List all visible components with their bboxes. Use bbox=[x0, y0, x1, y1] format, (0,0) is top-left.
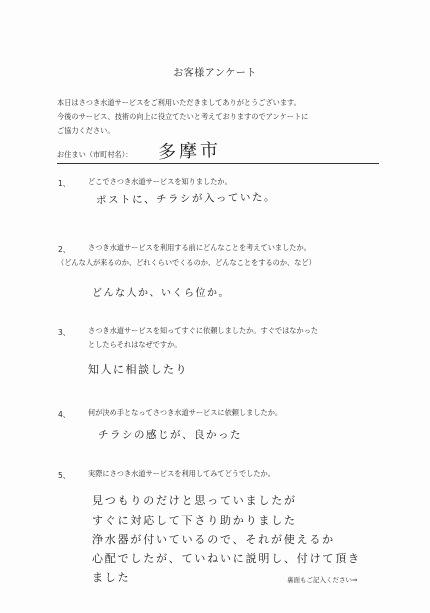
answer-2: どんな人か、いくら位か。 bbox=[92, 288, 230, 299]
question-3-number: 3、 bbox=[58, 328, 71, 337]
address-underline bbox=[57, 163, 379, 164]
answer-1: ポストに、チラシが入っていた。 bbox=[95, 191, 277, 207]
answer-5-line: すぐに対応して下さり助かりました bbox=[92, 514, 297, 527]
address-value: 多摩市 bbox=[157, 139, 222, 164]
answer-5-line: 浄水器が付いているので、それが使えるか bbox=[92, 533, 335, 546]
intro-text bbox=[57, 96, 397, 138]
question-3-text-cont: としたらそれはなぜですか。 bbox=[88, 340, 182, 349]
question-5-number: 5、 bbox=[58, 471, 71, 480]
question-3-text: さつき水道サービスを知ってすぐに依頼しましたか。すぐではなかった bbox=[88, 326, 319, 335]
question-2-number: 2、 bbox=[58, 245, 71, 254]
question-4-number: 4、 bbox=[58, 410, 71, 419]
address-label: お住まい（市町村名）： bbox=[57, 150, 133, 159]
answer-4: チラシの感じが、良かった bbox=[98, 429, 242, 441]
question-2-text: さつき水道サービスを利用する前にどんなことを考えていましたか。 bbox=[88, 243, 311, 252]
footer-note: 裏面もご記入ください⇒ bbox=[287, 576, 358, 584]
intro-line: 今後のサービス、技術の向上に役立てたいと考えておりますのでアンケートに bbox=[57, 112, 309, 121]
answer-5-line: 心配でしたが、ていねいに説明し、付けて頂き bbox=[92, 552, 361, 565]
question-4-text: 何が決め手となってさつき水道サービスに依頼しましたか。 bbox=[88, 408, 283, 417]
intro-line: ご協力ください。 bbox=[57, 126, 115, 135]
intro-line: 本日はさつき水道サービスをご利用いただきましてありがとうございます。 bbox=[57, 98, 301, 107]
answer-5-line: ました bbox=[92, 571, 131, 584]
question-1-number: 1、 bbox=[58, 179, 71, 188]
question-5-text: 実際にさつき水道サービスを利用してみてどうでしたか。 bbox=[88, 469, 275, 478]
answer-3: 知人に相談したり bbox=[88, 363, 188, 376]
page-title: お客様アンケート bbox=[173, 68, 257, 79]
question-1-text: どこでさつき水道サービスを知りましたか。 bbox=[88, 177, 232, 186]
answer-5-line: 見つもりのだけと思っていましたが bbox=[92, 494, 297, 507]
question-2-subtext: （どんな人が来るのか、どれくらいでくるのか、どんなことをするのか、など） bbox=[57, 258, 316, 267]
